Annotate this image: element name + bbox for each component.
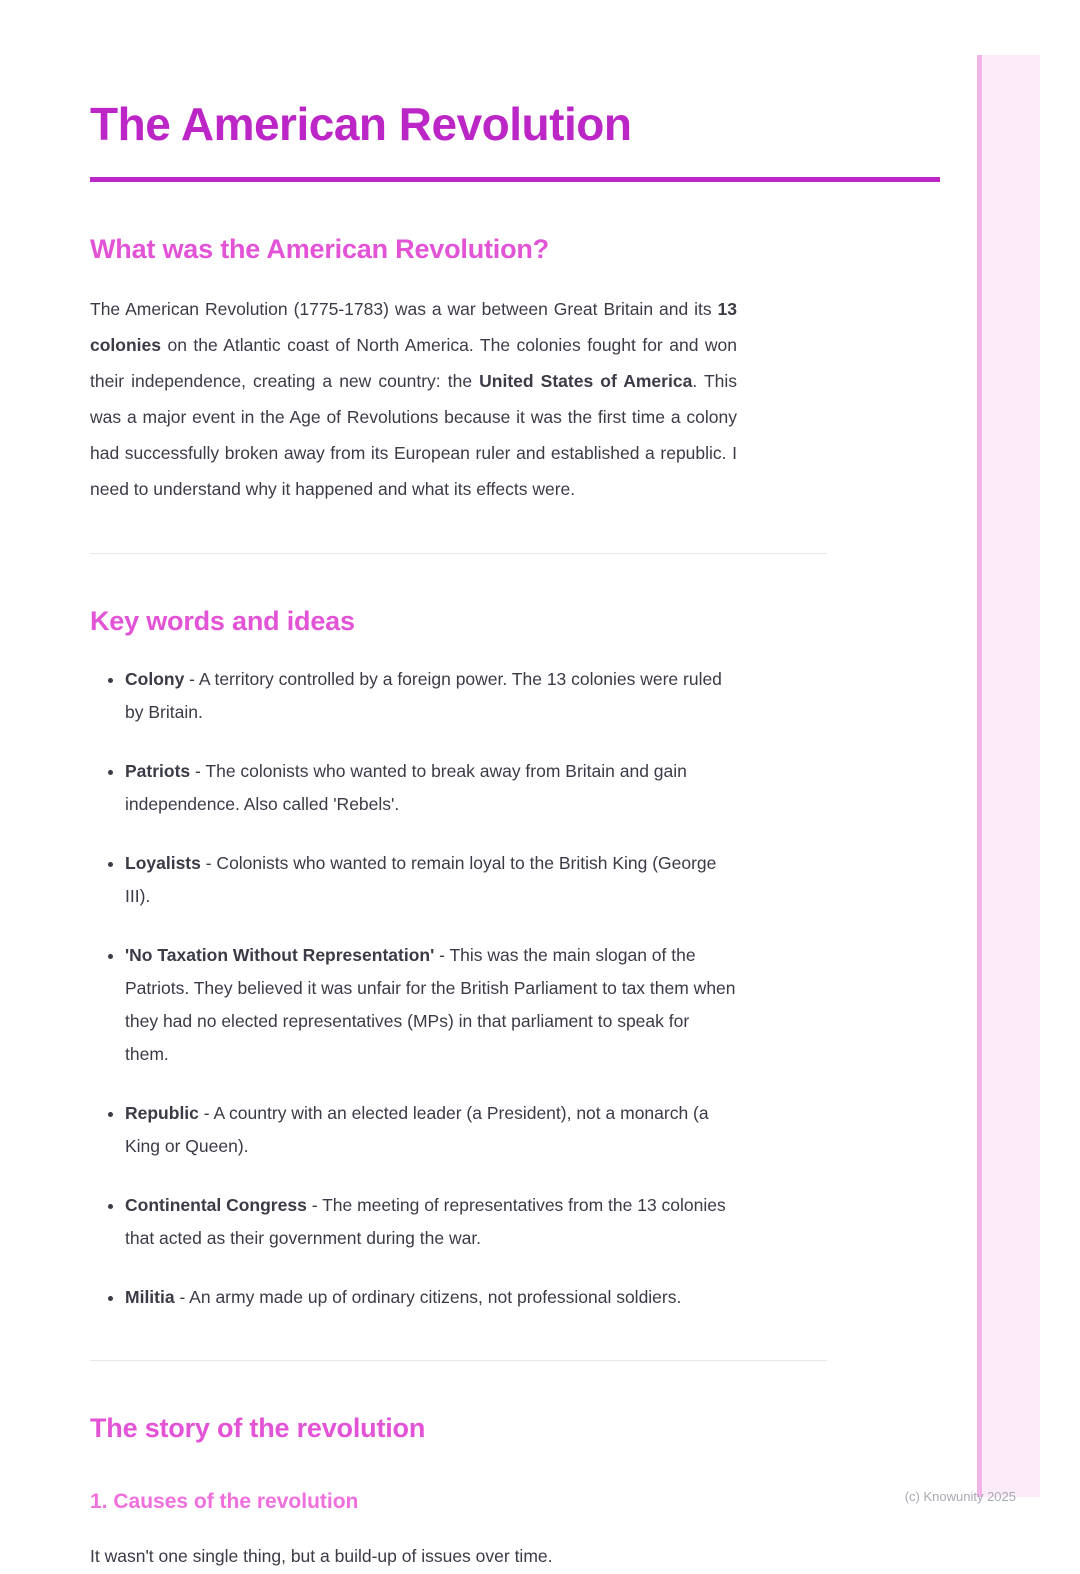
keyword-definition: - An army made up of ordinary citizens, not professional soldiers. [174,1286,682,1307]
section-heading-intro: What was the American Revolution? [90,233,549,264]
copyright-footer: (c) Knowunity 2025 [904,1488,1016,1504]
intro-bold-segment: 13 colonies [90,298,737,355]
keywords-list [90,663,737,1314]
title-rule [90,177,940,182]
keyword-item-republic [125,1097,737,1163]
keyword-term: Loyalists [125,852,201,873]
intro-text-segment: The American Revolution (1775-1783) was a war between Great Britain and its [90,298,718,319]
keyword-term: Republic [125,1102,199,1123]
keyword-definition: - The colonists who wanted to break away from Britain and gain independence. Also called 'Rebels'. [125,760,687,814]
keyword-definition: - A territory controlled by a foreign power. The 13 colonies were ruled by Britain. [125,668,722,722]
keyword-item-colony [125,663,737,729]
section-heading-story: The story of the revolution [90,1412,426,1443]
keyword-term: Militia [125,1286,175,1307]
section-divider [90,553,827,554]
page-title: The American Revolution [90,98,632,150]
intro-text-segment: . This was a major event in the Age of Revolutions because it was the first time a colony had successfully broken away from its European ruler and established a republic. I need to understand why it happened and what its effects were. [90,370,738,499]
keyword-definition: - The meeting of representatives from the 13 colonies that acted as their government during the war. [125,1194,726,1248]
keyword-term: Continental Congress [125,1194,307,1215]
keyword-term: 'No Taxation Without Representation' [125,944,435,965]
keyword-item-loyalists [125,847,737,913]
keyword-term: Patriots [125,760,191,781]
keyword-term: Colony [125,668,185,689]
keyword-item-militia [125,1281,737,1314]
subsection-heading-causes: 1. Causes of the revolution [90,1489,359,1513]
section-divider [90,1360,827,1361]
keyword-definition: - Colonists who wanted to remain loyal to the British King (George III). [125,852,717,906]
right-accent-bar [977,55,1040,1497]
intro-paragraph [90,291,737,507]
intro-text-segment: on the Atlantic coast of North America. The colonies fought for and won their independence, creating a new country: the [90,334,737,391]
keyword-item-continental-congress [125,1189,737,1255]
keyword-definition: - This was the main slogan of the Patriots. They believed it was unfair for the British Parliament to tax them when they had no elected representatives (MPs) in that parliament to speak for them. [125,944,736,1064]
keyword-item-no-taxation [125,939,737,1071]
story-paragraph: It wasn't one single thing, but a build-up of issues over time. [90,1545,553,1566]
keyword-item-patriots [125,755,737,821]
keyword-definition: - A country with an elected leader (a President), not a monarch (a King or Queen). [125,1102,709,1156]
intro-bold-segment: United States of America [479,370,693,391]
section-heading-keywords: Key words and ideas [90,605,355,636]
